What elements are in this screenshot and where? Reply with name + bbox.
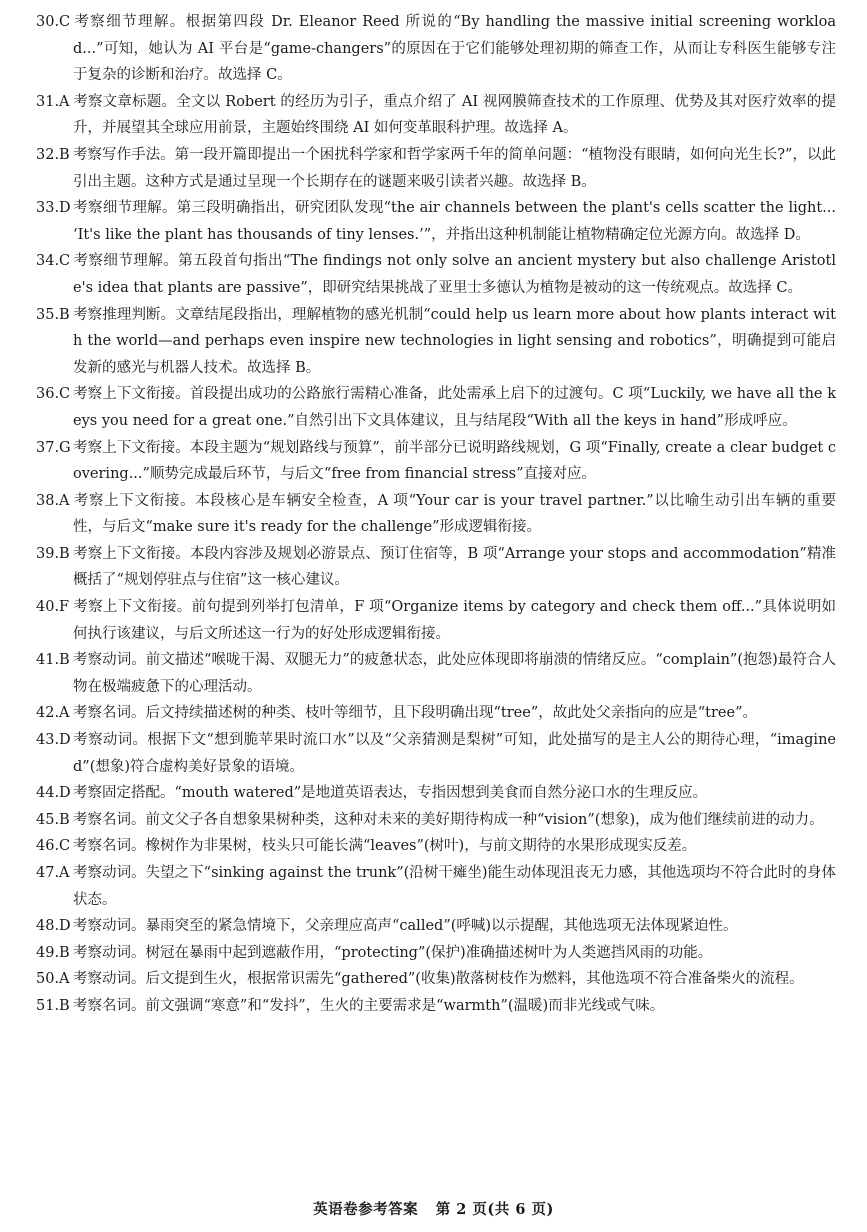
answer-item: [36, 248, 836, 301]
answer-item: [36, 195, 836, 248]
page-footer: [0, 1198, 867, 1219]
answer-item: [36, 780, 836, 807]
answer-explanation: 考察动词。后文提到生火，根据常识需先“gathered”(收集)散落树枝作为燃料，其他选项不符合准备柴火的流程。: [73, 971, 804, 988]
answer-explanation: 考察动词。暴雨突至的紧急情境下，父亲理应高声“called”(呼喊)以示提醒，其他选项无法体现紧迫性。: [73, 918, 738, 935]
answer-item: [36, 940, 836, 967]
answer-explanation: 考察上下文衔接。前句提到列举打包清单，F 项“Organize items by category and check them off...”具体说明如何执行该建议，与后文所述这一行为的好处形成逻辑衔接。: [73, 599, 836, 642]
answer-number: 37.G: [36, 439, 71, 456]
answer-item: [36, 435, 836, 488]
answer-number: 46.C: [36, 838, 71, 855]
answer-explanation: 考察推理判断。文章结尾段指出，理解植物的感光机制“could help us learn more about how plants interact with the world—and perhaps even inspire new technologies in light sensing and robotics”，明确提到可能启发新的感光与机器人技术。故选择 B。: [73, 306, 836, 376]
answer-number: 34.C: [36, 253, 71, 270]
answer-explanation: 考察文章标题。全文以 Robert 的经历为引子，重点介绍了 AI 视网膜筛查技术的工作原理、优势及其对医疗效率的提升，并展望其全球应用前景，主题始终围绕 AI 如何变革眼科护理。故选择 A。: [73, 93, 836, 137]
answer-explanation: 考察上下文衔接。本段内容涉及规划必游景点、预订住宿等，B 项“Arrange your stops and accommodation”精准概括了“规划停驻点与住宿”这一核心建议。: [73, 545, 836, 589]
answer-number: 50.A: [36, 971, 70, 988]
answer-explanation: 考察名词。前文父子各自想象果树种类，这种对未来的美好期待构成一种“vision”(想象)，成为他们继续前进的动力。: [73, 811, 824, 828]
answer-number: 33.D: [36, 200, 71, 217]
answer-number: 48.D: [36, 918, 71, 935]
answer-number: 47.A: [36, 865, 70, 881]
answer-explanation: 考察细节理解。第五段首句指出“The findings not only solve an ancient mystery but also challenge Aristotle's idea that plants are passive”，即研究结果挑战了亚里士多德认为植物是被动的这一传统观点。故选择 C。: [73, 253, 836, 296]
answer-explanation: 考察写作手法。第一段开篇即提出一个困扰科学家和哲学家两千年的简单问题：“植物没有眼睛，如何向光生长?”，以此引出主题。这种方式是通过呈现一个长期存在的谜题来吸引读者兴趣。故选择 B。: [73, 146, 836, 190]
answer-item: [36, 142, 836, 195]
answer-explanation: 考察名词。橡树作为非果树，枝头只可能长满“leaves”(树叶)，与前文期待的水果形成现实反差。: [73, 838, 697, 855]
answer-explanation: 考察固定搭配。“mouth watered”是地道英语表达，专指因想到美食而自然分泌口水的生理反应。: [73, 785, 708, 802]
answer-number: 42.A: [36, 705, 70, 722]
answer-item: [36, 993, 836, 1020]
answer-item: [36, 9, 836, 89]
answer-list: [36, 9, 836, 1020]
answer-number: 36.C: [36, 386, 71, 403]
answer-item: [36, 647, 836, 700]
answer-item: [36, 541, 836, 594]
answer-number: 45.B: [36, 811, 70, 828]
answer-number: 44.D: [36, 785, 71, 802]
answer-number: 38.A: [36, 492, 70, 509]
answer-explanation: 考察动词。前文描述“喉咙干渴、双腿无力”的疲惫状态，此处应体现即将崩溃的情绪反应。“complain”(抱怨)最符合人物在极端疲惫下的心理活动。: [73, 652, 836, 695]
answer-number: 40.F: [36, 599, 70, 616]
answer-number: 31.A: [36, 93, 70, 110]
answer-explanation: 考察动词。树冠在暴雨中起到遮蔽作用，“protecting”(保护)准确描述树叶为人类遮挡风雨的功能。: [73, 944, 713, 961]
answer-item: [36, 302, 836, 382]
answer-item: [36, 913, 836, 940]
answer-item: [36, 860, 836, 913]
answer-explanation: 考察细节理解。第三段明确指出，研究团队发现“the air channels between the plant's cells scatter the light... ‘It's like the plant has thousands of tiny lenses.’”，并指出这种机制能让植物精确定位光源方向。故选择 D。: [73, 200, 836, 243]
answer-explanation: 考察名词。后文持续描述树的种类、枝叶等细节，且下段明确出现“tree”，故此处父亲指向的应是“tree”。: [73, 705, 757, 722]
answer-item: [36, 381, 836, 434]
answer-number: 43.D: [36, 732, 71, 749]
answer-number: 51.B: [36, 997, 70, 1014]
footer-page-number: 第 2 页(共 6 页): [435, 1201, 554, 1218]
answer-explanation: 考察上下文衔接。本段主题为“规划路线与预算”，前半部分已说明路线规划，G 项“Finally, create a clear budget covering...”顺势完成最后环节，与后文“free from financial stress”直接对应。: [73, 439, 836, 483]
answer-explanation: 考察动词。失望之下“sinking against the trunk”(沿树干瘫坐)能生动体现沮丧无力感，其他选项均不符合此时的身体状态。: [73, 865, 836, 908]
answer-item: [36, 700, 836, 727]
answer-item: [36, 966, 836, 993]
answer-item: [36, 89, 836, 142]
answer-number: 35.B: [36, 306, 70, 323]
answer-item: [36, 727, 836, 780]
answer-number: 39.B: [36, 545, 70, 562]
answer-number: 49.B: [36, 944, 70, 961]
answer-explanation: 考察细节理解。根据第四段 Dr. Eleanor Reed 所说的“By handling the massive initial screening workload...”可知，她认为 AI 平台是“game-changers”的原因在于它们能够处理初期的筛查工作，从而让专科医生能够专注于复杂的诊断和治疗。故选择 C。: [73, 14, 836, 84]
answer-explanation: 考察上下文衔接。本段核心是车辆安全检查，A 项“Your car is your travel partner.”以比喻生动引出车辆的重要性，与后文“make sure it's ready for the challenge”形成逻辑衔接。: [73, 492, 836, 536]
answer-item: [36, 594, 836, 647]
answer-explanation: 考察上下文衔接。首段提出成功的公路旅行需精心准备，此处需承上启下的过渡句。C 项“Luckily, we have all the keys you need for a great one.”自然引出下文具体建议，且与结尾段“With all the keys in hand”形成呼应。: [73, 386, 836, 429]
answer-number: 41.B: [36, 652, 70, 669]
answer-explanation: 考察动词。根据下文“想到脆苹果时流口水”以及“父亲猜测是梨树”可知，此处描写的是主人公的期待心理，“imagined”(想象)符合虚构美好景象的语境。: [73, 732, 836, 775]
answer-explanation: 考察名词。前文强调“寒意”和“发抖”，生火的主要需求是“warmth”(温暖)而非光线或气味。: [73, 997, 665, 1014]
answer-item: [36, 488, 836, 541]
answer-item: [36, 807, 836, 834]
answer-number: 32.B: [36, 146, 70, 163]
answer-number: 30.C: [36, 14, 71, 30]
answer-item: [36, 833, 836, 860]
footer-title: 英语卷参考答案: [313, 1201, 419, 1218]
